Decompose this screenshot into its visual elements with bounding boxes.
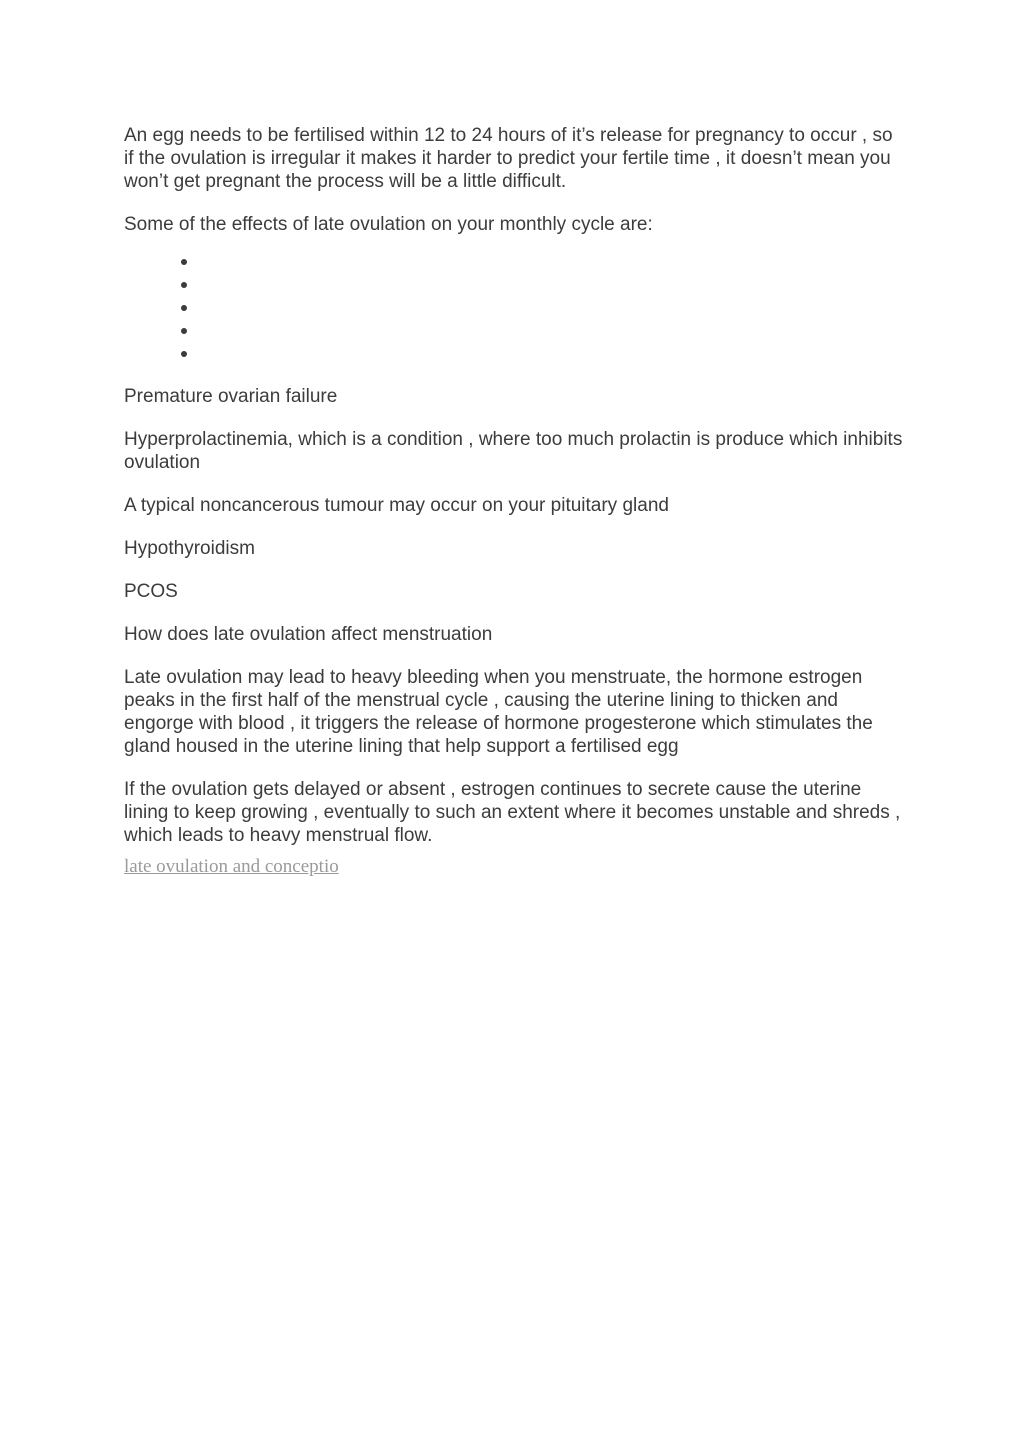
conditions-section [124,385,904,847]
list-item [124,273,904,296]
paragraph-pcos: PCOS [124,581,178,602]
paragraph-heavy-bleeding: Late ovulation may lead to heavy bleeding when you menstruate, the hormone estrogen peaks in the first half of the menstrual cycle , causing the uterine lining to thicken and engorge with blood , it triggers the release of hormone progesterone which stimulates the gland housed in the uterine lining that help support a fertilised egg [124,667,873,757]
bullet-icon [181,328,187,334]
bullet-icon [181,259,187,265]
document-body [124,124,904,878]
bullet-icon [181,282,187,288]
list-item [124,319,904,342]
paragraph-delayed-ovulation: If the ovulation gets delayed or absent , estrogen continues to secrete cause the uterine lining to keep growing , eventually to such an extent where it becomes unstable and shreds , which leads to heavy menstrual flow. [124,779,901,846]
paragraph-pituitary-tumour: A typical noncancerous tumour may occur on your pituitary gland [124,495,669,516]
list-item [124,342,904,365]
paragraph-intro: An egg needs to be fertilised within 12 to 24 hours of it’s release for pregnancy to occur , so if the ovulation is irregular it makes it harder to predict your fertile time , it doesn’t mean you won’t get pregnant the process will be a little difficult. [124,125,893,192]
paragraph-premature-ovarian-failure: Premature ovarian failure [124,386,338,407]
paragraph-hypothyroidism: Hypothyroidism [124,538,255,559]
paragraph-hyperprolactinemia: Hyperprolactinemia, which is a condition , where too much prolactin is produce which inhibits ovulation [124,429,903,473]
bullet-icon [181,305,187,311]
list-item [124,296,904,319]
empty-bullet-list [124,250,904,365]
paragraph-effects-heading: Some of the effects of late ovulation on your monthly cycle are: [124,214,653,235]
conception-link[interactable]: late ovulation and conceptio [124,856,339,877]
bullet-icon [181,351,187,357]
list-item [124,250,904,273]
paragraph-menstruation-heading: How does late ovulation affect menstruation [124,624,493,645]
